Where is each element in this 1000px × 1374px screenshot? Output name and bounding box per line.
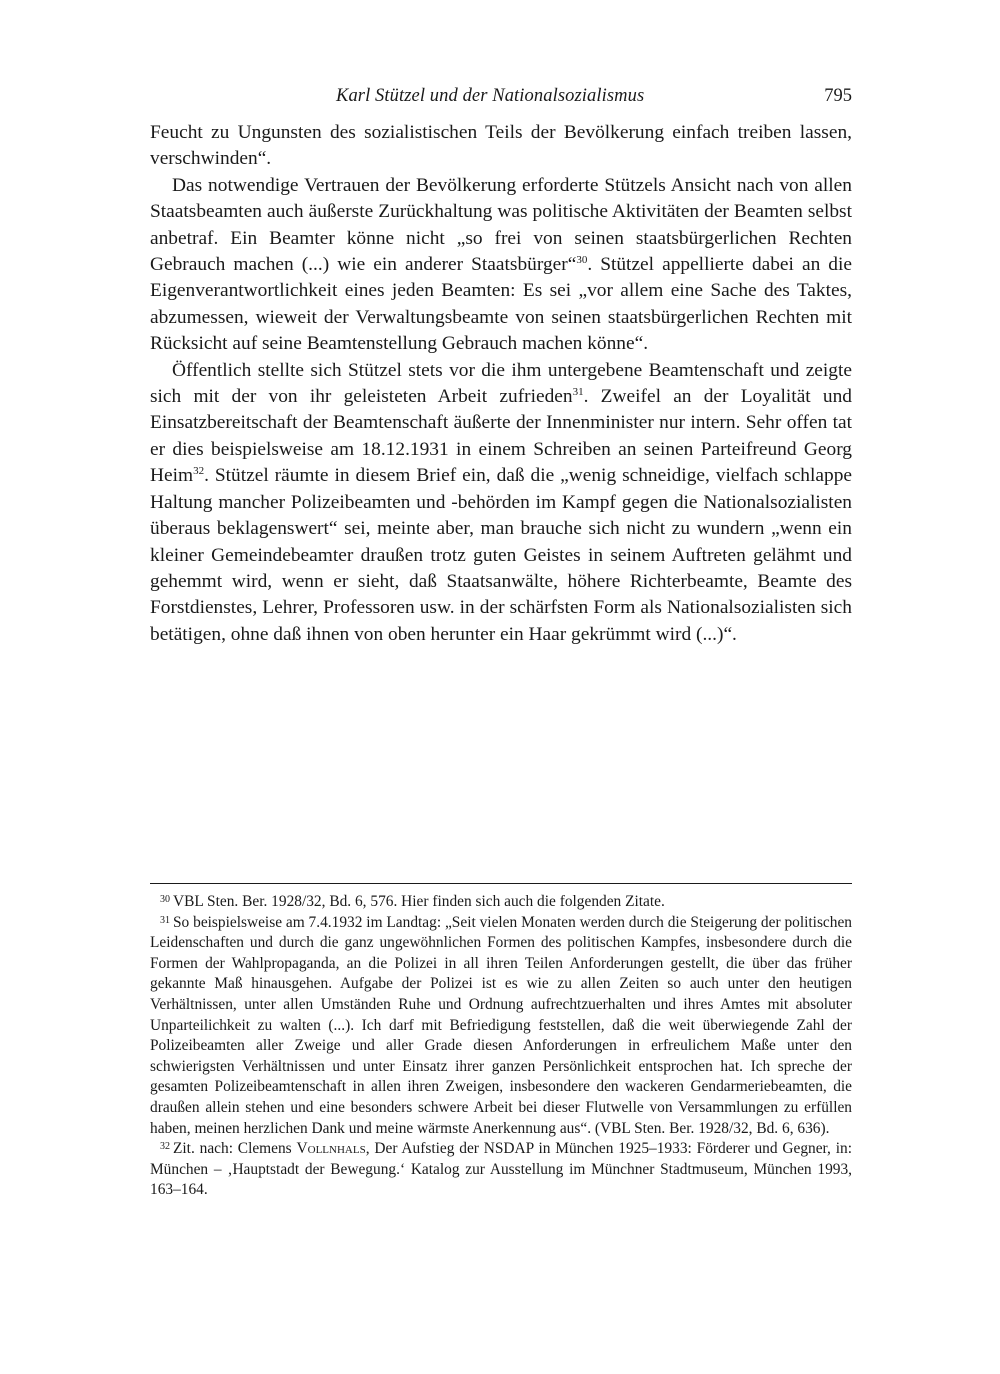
- paragraph-2-text-a: Das notwendige Vertrauen der Bevölkerung erforderte Stützels Ansicht nach von allen Staatsbeamten auch äußerste Zurückhaltung was politische Aktivitäten der Beamten selbst anbetraf. Ein Beamter könne nicht „so frei von seinen staatsbürgerlichen Rechten Gebrauch machen (...) wie ein anderer Staatsbürger“: [150, 174, 852, 276]
- footnote-text: VBL Sten. Ber. 1928/32, Bd. 6, 576. Hier finden sich auch die folgenden Zitate.: [173, 893, 665, 910]
- footnote-number: 31: [160, 914, 170, 926]
- footnote-ref-32: 32: [193, 465, 205, 478]
- paragraph-1: [150, 120, 852, 173]
- footnote-number: 32: [160, 1141, 170, 1153]
- footnotes: [150, 892, 852, 1201]
- footnote-text-a: Zit. nach: Clemens: [173, 1140, 297, 1158]
- footnote-author: Vollnhals: [296, 1140, 366, 1158]
- running-head: [150, 86, 852, 120]
- footnote-text: So beispielsweise am 7.4.1932 im Landtag: „Seit vielen Monaten werden durch die Steigerung der politischen Leidenschaften und durch die ganz ungewöhnlichen Formen des politischen Kampfes, insbesondere durch die Formen der Wahlpropaganda, an die Polizei in all ihren Teilen Anforderungen gestellt, die über das früher gekannte Maß hinausgehen. Aufgabe der Polizei ist es wie zu allen Zeiten so auch unter den heutigen Verhältnissen, unter allen Umständen Ruhe und Ordnung aufrechtzuerhalten und ihres Amtes mit absoluter Unparteilichkeit zu walten (...). Ich darf mit Befriedigung feststellen, daß die weit überwiegende Zahl der Polizeibeamten aller Zweige und aller Grade diesen Anforderungen in erfreulichem Maße unter den schwierigsten Verhältnissen und unter Einsatz ihrer ganzen Persönlichkeit entsprochen hat. Ich spreche der gesamten Polizeibeamtenschaft in allen ihren Zweigen, insbesondere den wackeren Gendarmeriebeamten, die draußen allein stehen und eine besonders schwere Arbeit bei dieser Flutwelle von Versammlungen zu erfüllen haben, meinen herzlichen Dank und meine wärmste Anerkennung aus“. (VBL Sten. Ber. 1928/32, Bd. 6, 636).: [150, 913, 852, 1137]
- page-number: 795: [824, 86, 852, 106]
- running-title: Karl Stützel und der Nationalsozialismus: [336, 86, 645, 106]
- paragraph-3-text-a: Öffentlich stellte sich Stützel stets vor die ihm untergebene Beamtenschaft und zeigte sich mit der von ihr geleisteten Arbeit zufrieden: [150, 359, 852, 408]
- footnote-divider: [150, 883, 852, 884]
- footnote-number: 30: [160, 894, 170, 905]
- paragraph-3-text-b: . Zweifel an der Loyalität und Einsatzbereitschaft der Beamtenschaft äußerte der Innenminister nur intern. Sehr offen tat er dies beispielsweise am 18.12.1931 in einem Schreiben an seinen Parteifreund Georg Heim: [150, 386, 852, 487]
- body-text: [150, 120, 852, 648]
- footnote-32: [150, 1139, 852, 1201]
- footnote-ref-31: 31: [572, 386, 584, 399]
- paragraph-3: [150, 358, 852, 648]
- paragraph-2-text-b: . Stützel appellierte dabei an die Eigenverantwortlichkeit eines jeden Beamten: Es sei „vor allem eine Sache des Taktes, abzumessen, wieweit der Verwaltungsbeamte von seinen staatsbürgerlichen Rechten mit Rücksicht auf seine Beamtenstellung Gebrauch machen könne“.: [150, 254, 852, 355]
- paragraph-3-text-c: . Stützel räumte in diesem Brief ein, daß die „wenig schneidige, vielfach schlappe Haltung mancher Polizeibeamten und -behörden im Kampf gegen die Nationalsozialisten überaus beklagenswert“ sei, meinte aber, man brauche sich nicht zu wundern „wenn ein kleiner Gemeindebeamter draußen trotz guten Geistes in seinem Auftreten gelähmt und gehemmt wird, wenn er sieht, daß Staatsanwälte, höhere Richterbeamte, Beamte des Forstdienstes, Lehrer, Professoren usw. in der schärfsten Form als Nationalsozialisten sich betätigen, ohne daß ihnen von oben herunter ein Haar gekrümmt wird (...)“.: [150, 465, 852, 645]
- footnote-31: [150, 913, 852, 1140]
- paragraph-2: [150, 173, 852, 358]
- footnote-text-b: , Der Aufstieg der NSDAP in München 1925–1933: Förderer und Gegner, in: München – ‚Hauptstadt der Bewegung.‘ Katalog zur Ausstellung im Münchner Stadtmuseum, München 1993, 163–164.: [150, 1140, 852, 1199]
- footnote-ref-30: 30: [576, 254, 588, 267]
- paragraph-1-text: Feucht zu Ungunsten des sozialistischen Teils der Bevölkerung einfach treiben lassen, verschwinden“.: [150, 122, 852, 170]
- footnote-30: [150, 892, 852, 913]
- page: [150, 86, 852, 648]
